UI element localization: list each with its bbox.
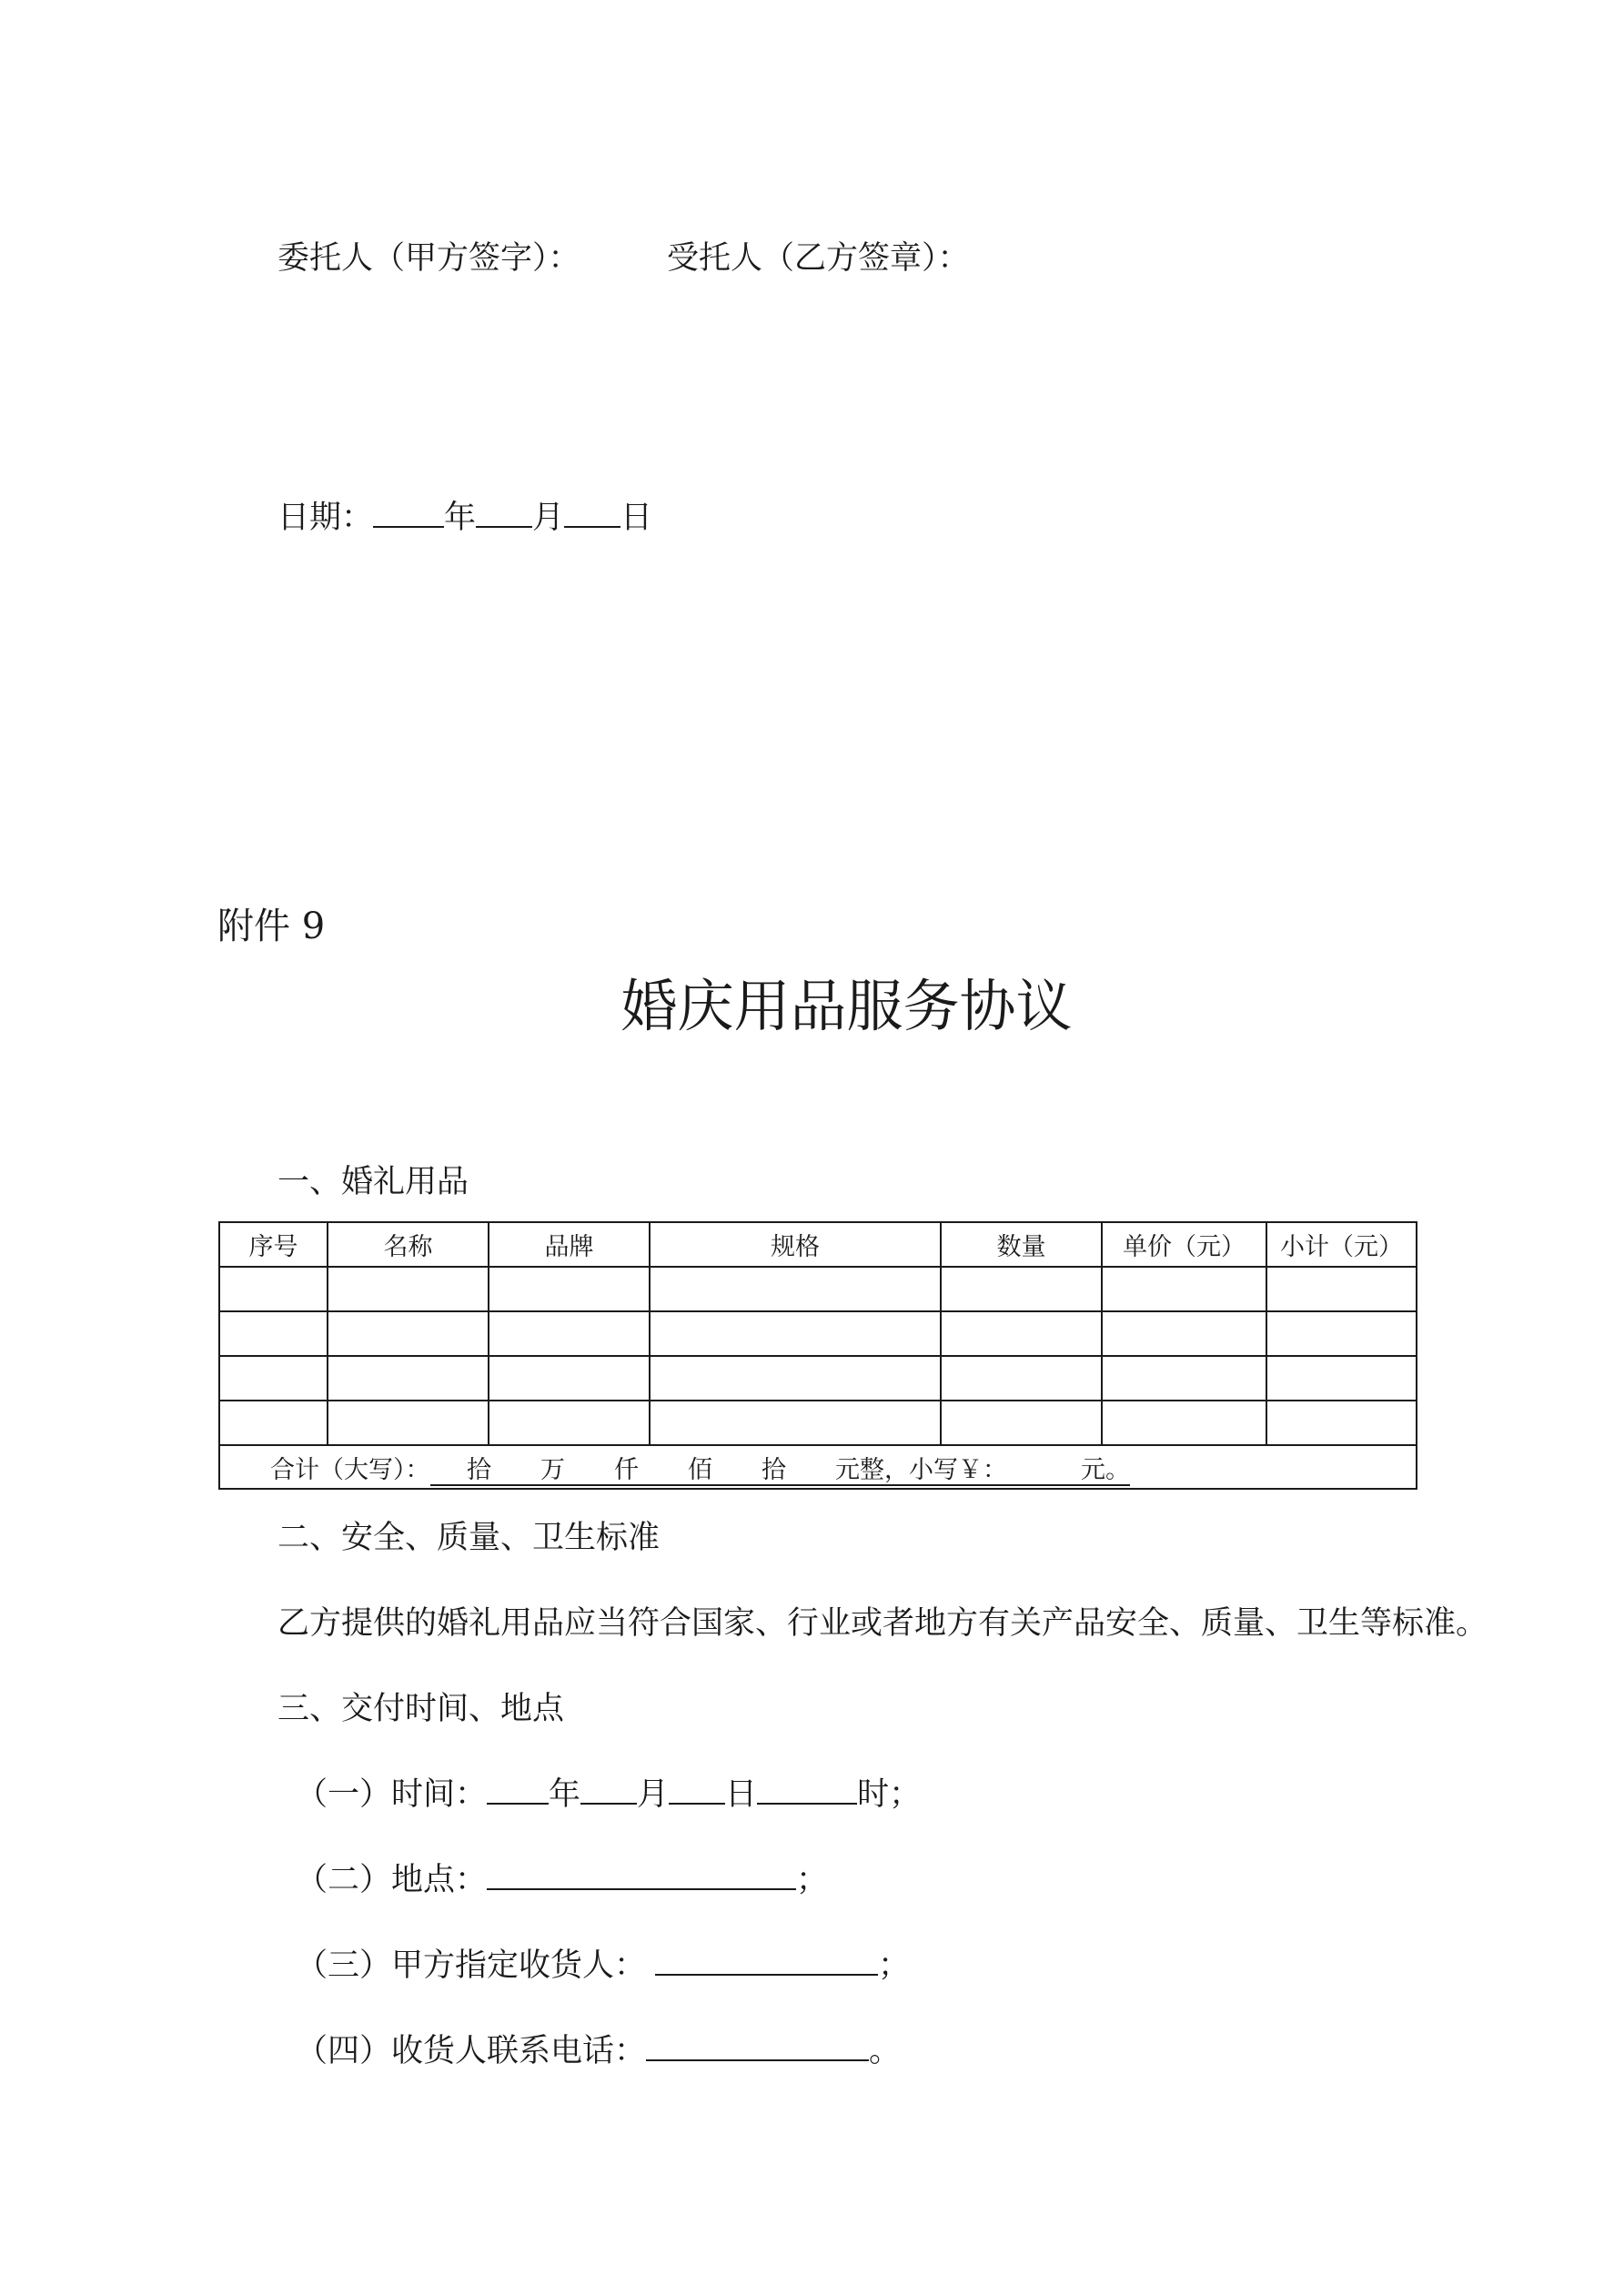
document-title: 婚庆用品服务协议 xyxy=(620,973,1073,1039)
table-cell xyxy=(941,1267,1102,1311)
table-cell xyxy=(219,1356,328,1401)
day-unit: 日 xyxy=(725,1776,758,1813)
table-header-row xyxy=(219,1222,1417,1267)
receiver-phone-label: （四）收货人联系电话： xyxy=(296,2033,647,2069)
month-blank xyxy=(476,499,532,528)
section-2-heading: 二、安全、质量、卫生标准 xyxy=(277,1520,661,1556)
unit-wan: 万 xyxy=(540,1455,565,1484)
place-blank xyxy=(487,1861,796,1890)
table-cell xyxy=(1266,1401,1417,1445)
receiver-phone-line xyxy=(296,2031,901,2071)
hour-unit: 时； xyxy=(857,1776,922,1813)
receiver-line xyxy=(296,1946,910,1986)
month-unit: 月 xyxy=(532,500,565,536)
table-cell xyxy=(328,1311,489,1356)
hour-blank xyxy=(757,1775,857,1805)
table-cell xyxy=(941,1401,1102,1445)
unit-yuan-end: 元。 xyxy=(1081,1455,1130,1484)
day-unit: 日 xyxy=(620,500,653,536)
table-cell xyxy=(650,1311,941,1356)
quality-standard-text: 乙方提供的婚礼用品应当符合国家、行业或者地方有关产品安全、质量、卫生等标准。 xyxy=(277,1605,1488,1642)
header-name: 名称 xyxy=(328,1222,489,1267)
delivery-place-line xyxy=(296,1860,828,1900)
header-unit-price: 单价（元） xyxy=(1102,1222,1266,1267)
header-quantity: 数量 xyxy=(941,1222,1102,1267)
year-unit: 年 xyxy=(549,1776,581,1813)
table-cell xyxy=(1266,1356,1417,1401)
table-row xyxy=(219,1267,1417,1311)
line-end-punctuation: ； xyxy=(878,1947,911,1984)
table-cell xyxy=(489,1356,650,1401)
unit-qian: 仟 xyxy=(614,1455,639,1484)
header-index: 序号 xyxy=(219,1222,328,1267)
month-unit: 月 xyxy=(637,1776,670,1813)
unit-shi: 拾 xyxy=(762,1455,786,1484)
date-label: 日期： xyxy=(277,500,374,536)
day-blank xyxy=(669,1775,725,1805)
table-cell xyxy=(328,1401,489,1445)
delivery-time-line xyxy=(296,1775,921,1815)
table-cell xyxy=(1266,1267,1417,1311)
table-cell xyxy=(1102,1356,1266,1401)
table-cell xyxy=(219,1267,328,1311)
table-cell xyxy=(1266,1311,1417,1356)
total-cell xyxy=(219,1445,1417,1489)
header-subtotal: 小计（元） xyxy=(1266,1222,1417,1267)
table-cell xyxy=(1102,1401,1266,1445)
wedding-items-table xyxy=(218,1221,1417,1490)
day-blank xyxy=(564,499,620,528)
table-cell xyxy=(489,1311,650,1356)
table-cell xyxy=(650,1356,941,1401)
line-end-punctuation: ； xyxy=(796,1862,829,1898)
year-blank xyxy=(487,1775,549,1805)
header-brand: 品牌 xyxy=(489,1222,650,1267)
total-amount-line xyxy=(220,1450,1416,1485)
month-blank xyxy=(580,1775,637,1805)
year-blank xyxy=(373,499,444,528)
total-amount-blank xyxy=(430,1456,1131,1486)
party-a-signature-label: 委托人（甲方签字）： xyxy=(277,240,580,277)
table-cell xyxy=(650,1267,941,1311)
section-1-heading: 一、婚礼用品 xyxy=(277,1164,469,1200)
party-b-signature-label: 受托人（乙方签章）： xyxy=(667,240,970,277)
delivery-time-label: （一）时间： xyxy=(296,1776,488,1813)
annex-label: 附件 9 xyxy=(217,905,326,947)
table-cell xyxy=(650,1401,941,1445)
total-label: 合计（大写）： xyxy=(270,1455,430,1484)
table-total-row xyxy=(219,1445,1417,1489)
table-cell xyxy=(1102,1267,1266,1311)
year-unit: 年 xyxy=(444,500,477,536)
phone-blank xyxy=(646,2032,869,2061)
unit-shi-wan: 拾 xyxy=(467,1455,491,1484)
table-row xyxy=(219,1311,1417,1356)
header-spec: 规格 xyxy=(650,1222,941,1267)
section-3-heading: 三、交付时间、地点 xyxy=(277,1691,565,1727)
receiver-blank xyxy=(655,1947,878,1976)
unit-bai: 佰 xyxy=(688,1455,712,1484)
receiver-label: （三）甲方指定收货人： xyxy=(296,1947,647,1984)
table-cell xyxy=(941,1311,1102,1356)
unit-yuan-lowercase-label: 元整，小写￥： xyxy=(835,1455,1007,1484)
table-row xyxy=(219,1356,1417,1401)
table-cell xyxy=(328,1356,489,1401)
table-cell xyxy=(941,1356,1102,1401)
table-cell xyxy=(489,1401,650,1445)
table-row xyxy=(219,1401,1417,1445)
table-cell xyxy=(219,1311,328,1356)
table-cell xyxy=(328,1267,489,1311)
table-cell xyxy=(489,1267,650,1311)
table-cell xyxy=(219,1401,328,1445)
delivery-place-label: （二）地点： xyxy=(296,1862,488,1898)
table-cell xyxy=(1102,1311,1266,1356)
line-end-punctuation: 。 xyxy=(869,2033,902,2069)
signature-date-line xyxy=(277,498,652,538)
